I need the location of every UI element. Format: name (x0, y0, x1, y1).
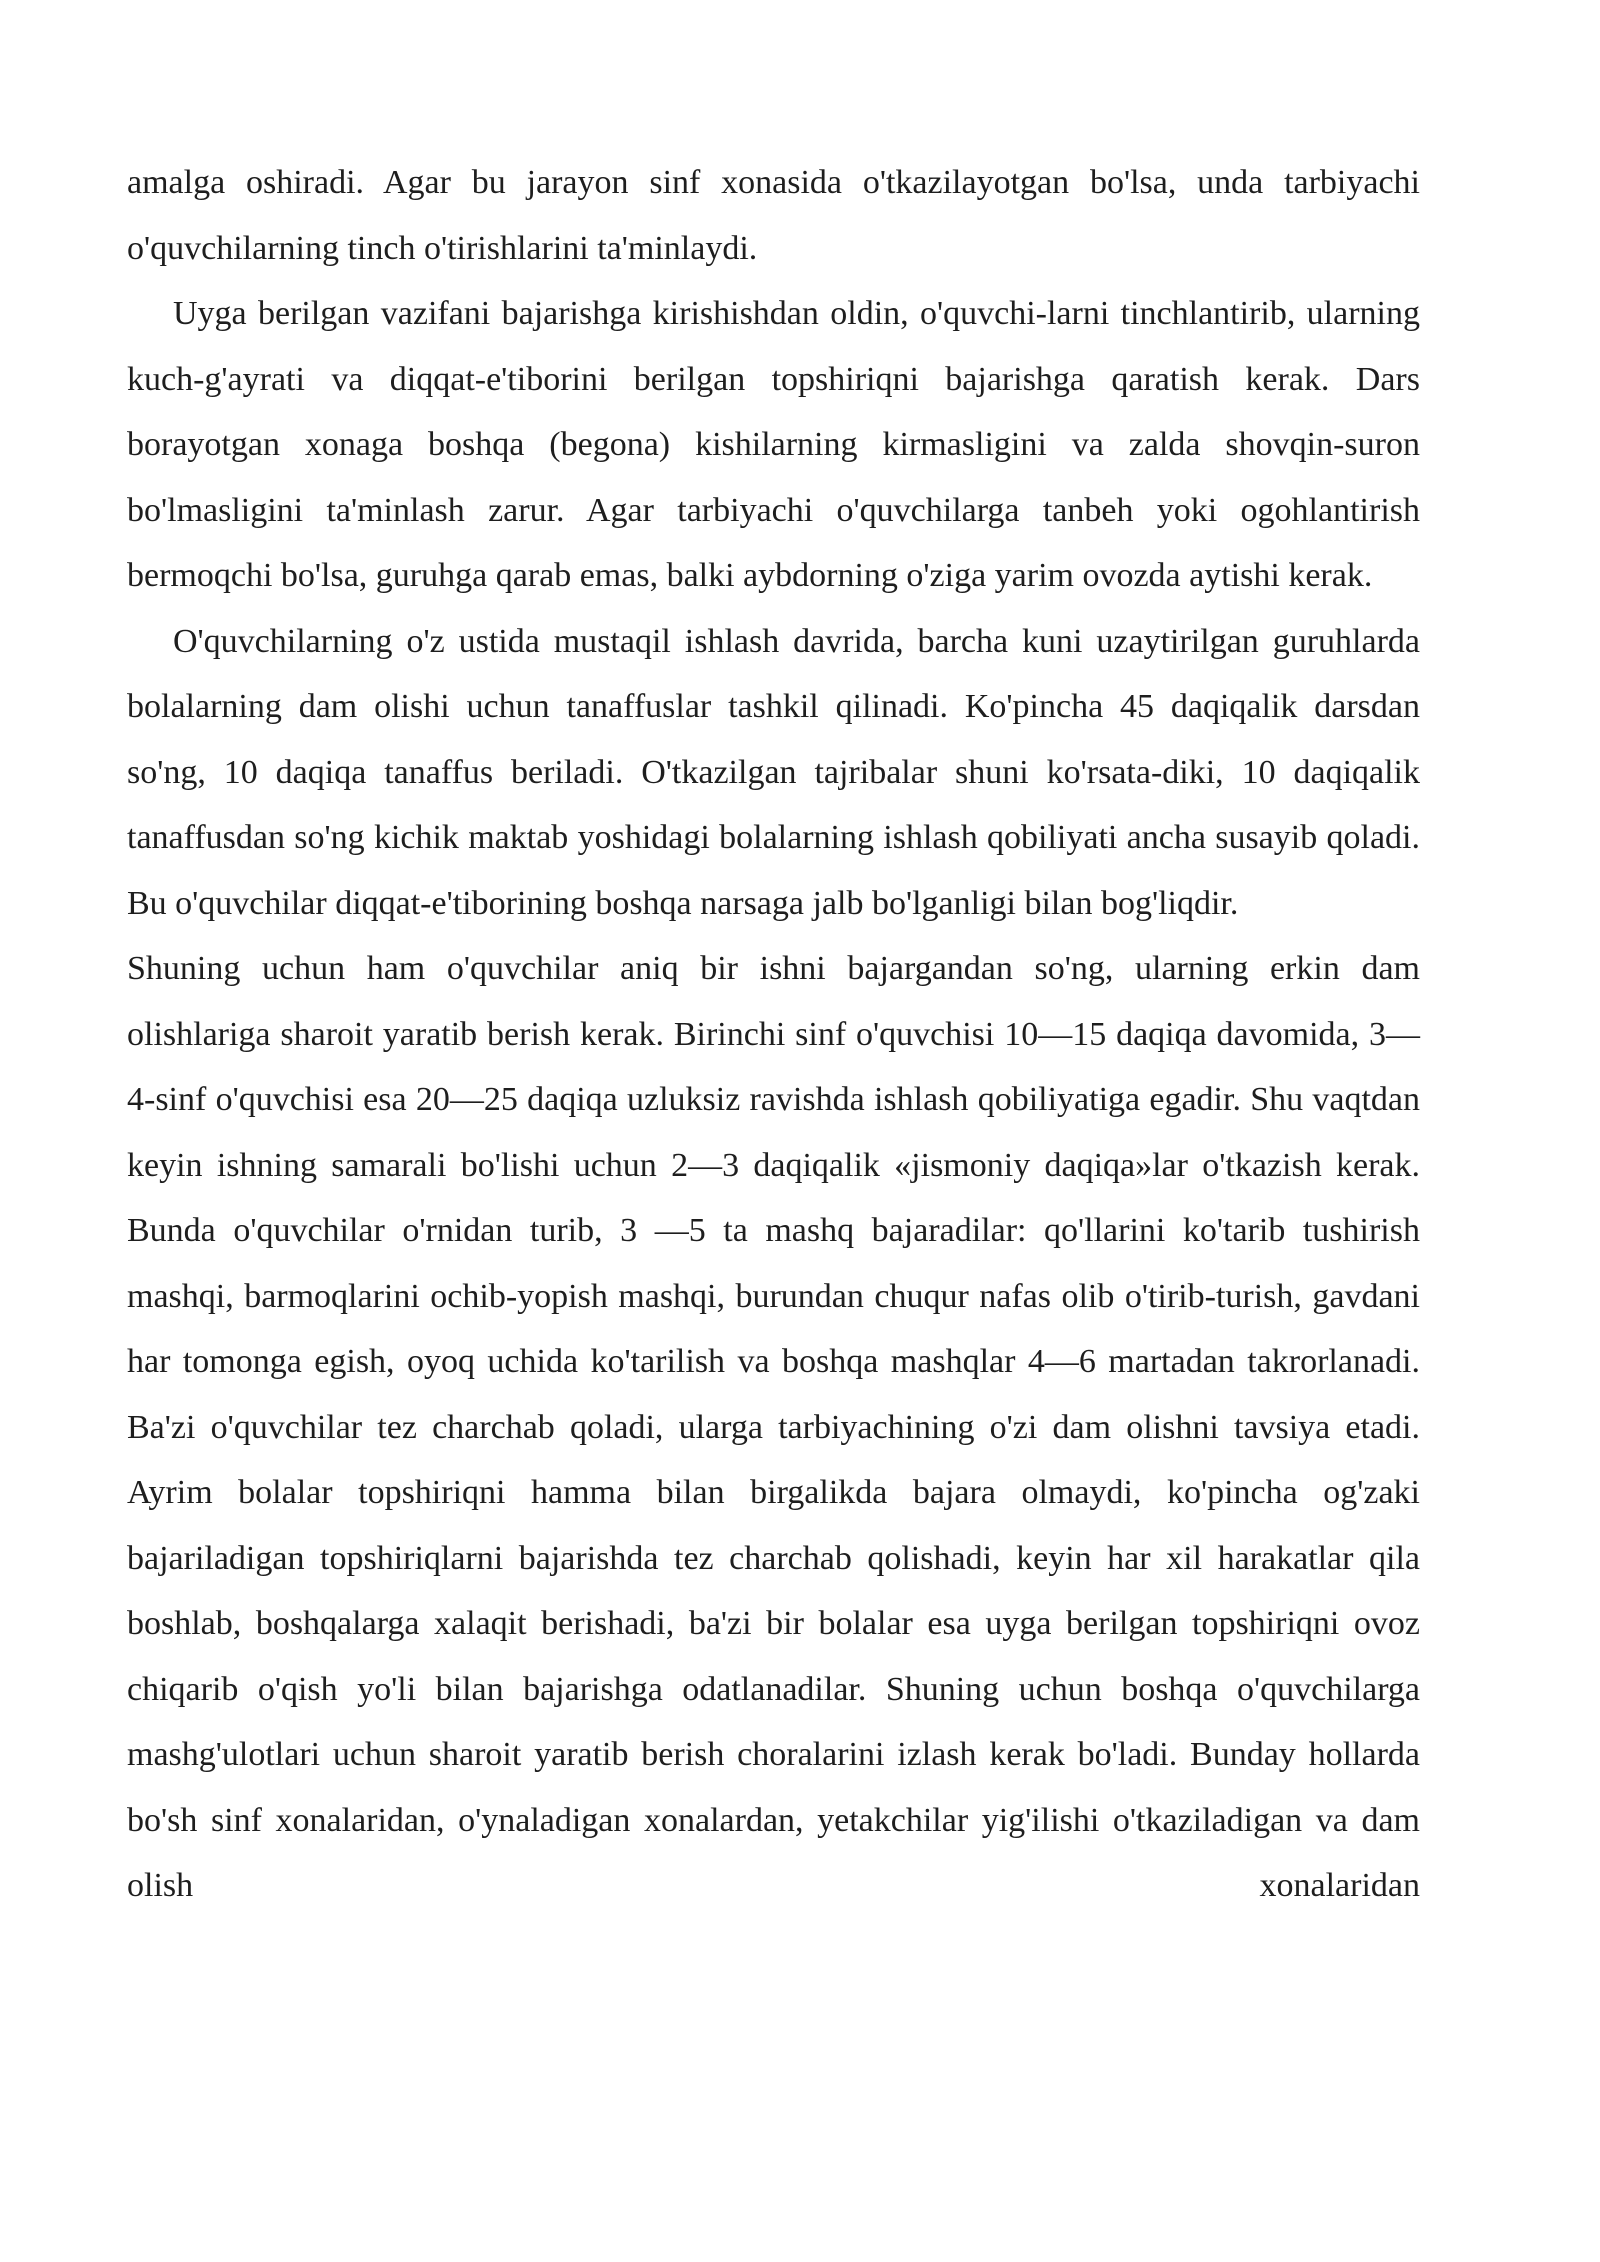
paragraph-2: Uyga berilgan vazifani bajarishga kirishishdan oldin, o'quvchi-larni tinchlantirib, ularning kuch-g'ayrati va diqqat-e'tiborini berilgan topshiriqni bajarishga qaratish kerak. Dars borayotgan xonaga boshqa (begona) kishilarning kirmasligini va zalda shovqin-suron bo'lmasligini ta'minlash zarur. Agar tarbiyachi o'quvchilarga tanbeh yoki ogohlantirish bermoqchi bo'lsa, guruhga qarab emas, balki aybdorning o'ziga yarim ovozda aytishi kerak. (127, 295, 1420, 594)
paragraph-4: Shuning uchun ham o'quvchilar aniq bir ishni bajargandan so'ng, ularning erkin dam olishlariga sharoit yaratib berish kerak. Birinchi sinf o'quvchisi 10—15 daqiqa davomida, 3—4-sinf o'quvchisi esa 20—25 daqiqa uzluksiz ravishda ishlash qobiliyatiga egadir. Shu vaqtdan keyin ishning samarali bo'lishi uchun 2—3 daqiqalik «jismoniy daqiqa»lar o'tkazish kerak. Bunda o'quvchilar o'rnidan turib, 3 —5 ta mashq bajaradilar: qo'llarini ko'tarib tushirish mashqi, barmoqlarini ochib-yopish mashqi, burundan chuqur nafas olib o'tirib-turish, gavdani har tomonga egish, oyoq uchida ko'tarilish va boshqa mashqlar 4—6 martadan takrorlanadi. Ba'zi o'quvchilar tez charchab qoladi, ularga tarbiyachining o'zi dam olishni tavsiya etadi. Ayrim bolalar topshiriqni hamma bilan birgalikda bajara olmaydi, ko'pincha og'zaki bajariladigan topshiriqlarni bajarishda tez charchab qolishadi, keyin har xil harakatlar qila boshlab, boshqalarga xalaqit berishadi, ba'zi bir bolalar esa uyga berilgan topshiriqni ovoz chiqarib o'qish yo'li bilan bajarishga odatlanadilar. Shuning uchun boshqa o'quvchilarga mashg'ulotlari uchun sharoit yaratib berish choralarini izlash kerak bo'ladi. Bunday hollarda bo'sh sinf xonalaridan, o'ynaladigan xonalardan, yetakchilar yig'ilishi o'tkaziladigan va dam olish xonalaridan (127, 950, 1420, 1904)
paragraph-3: O'quvchilarning o'z ustida mustaqil ishlash davrida, barcha kuni uzaytirilgan guruhlarda bolalarning dam olishi uchun tanaffuslar tashkil qilinadi. Ko'pincha 45 daqiqalik darsdan so'ng, 10 daqiqa tanaffus beriladi. O'tkazilgan tajribalar shuni ko'rsata-diki, 10 daqiqalik tanaffusdan so'ng kichik maktab yoshidagi bolalarning ishlash qobiliyati ancha susayib qoladi. Bu o'quvchilar diqqat-e'tiborining boshqa narsaga jalb bo'lganligi bilan bog'liqdir. (127, 622, 1420, 922)
body-text (127, 150, 1420, 1919)
paragraph-1: amalga oshiradi. Agar bu jarayon sinf xonasida o'tkazilayotgan bo'lsa, unda tarbiyachi o'quvchilarning tinch o'tirishlarini ta'minlaydi. (127, 164, 1420, 267)
